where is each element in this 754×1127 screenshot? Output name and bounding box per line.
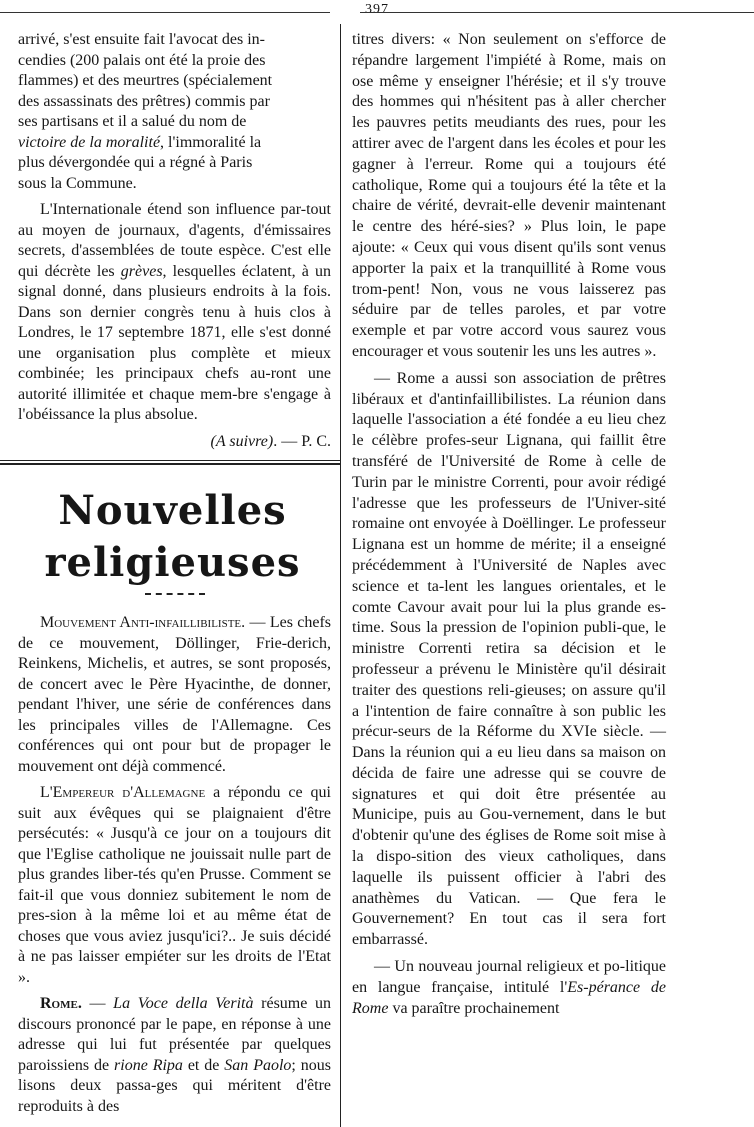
continued-paragraph: arrivé, s'est ensuite fait l'avocat des in- cendies (200 palais ont été la proie des flammes) et des meurtres (spécialement des assassinats des prêtres) commis par ses partisans et il a salué du nom de victoire de la moralité, l'immoralité la plus dévergondée qui a régné à Paris sous la Commune. — [18, 31, 273, 192]
section-heading: Nouvelles religieuses — [44, 487, 301, 586]
empereur-paragraph: L'Empereur d'Allemagne a répondu ce qui suit aux évêques qui se plaignaient d'être persécutés: « Jusqu'à ce jour on a toujours dit que l'Eglise catholique ne jouissait nulle part de plus grandes liber-tés qu'en Prusse. Comment se fait-il que vous donniez subitement le nom de pres-sion à la même loi et au même état de choses que vous aviez jusqu'ici?.. Je suis décidé à ne pas laisser empiéter sur les droits de l'Etat ». — [18, 784, 331, 986]
right-column — [352, 30, 666, 1025]
left-column — [18, 30, 331, 1123]
header-rule-right — [360, 12, 754, 13]
section-rule-thick — [0, 463, 341, 465]
heading-ornament — [145, 593, 205, 595]
continued-quote-paragraph: titres divers: « Non seulement on s'efforce de répandre largement l'impiété à Rome, mais on ose même y enseigner l'hérésie; et il s'y trouve des hommes qui n'hésitent pas à aller chercher les pauvres petits meudiants des rues, pour les attirer avec de l'argent dans les écoles et pour les gagner à l'erreur. Rome qui a toujours été catholique, Rome qui a toujours été la tête et la chaire de vérité, devrait-elle devenir maintenant le centre des héré-sies? » Plus loin, le pape ajoute: « Ceux qui vous disent qu'ils sont venus apporter la paix et la tranquillité à Rome vous trom-pent! Non, vous ne vous laisserez pas séduire par de telles paroles, et par votre exemple et par votre accord vous saurez vous encourager et vous soutenir les uns les autres ». — [352, 31, 666, 360]
journal-paragraph: — Un nouveau journal religieux et po-litique en langue française, intitulé l'Es-pérance de Rome va paraître prochainement — [352, 958, 667, 1017]
header-rule-left — [0, 12, 330, 13]
association-paragraph: — Rome a aussi son association de prêtres libéraux et d'antinfaillibilistes. La réunion dans laquelle l'association a été fondée a eu lieu chez le célèbre profes-seur Lignana, qui faillit être transféré de l'Université de Rome à celle de Turin par le ministre Correnti, pour avoir rédigé l'adresse que les professeurs de l'Univer-sité romaine ont envoyée à Doëllinger. Le professeur Lignana est un homme de mérite; il a enseigné précédemment à l'Université de Naples avec science et ta-lent les langues orientales, et le comte Cavour avait pour lui la plus grande es-time. Sous la pression de l'opinion publi-que, le ministre Correnti retira sa décision et le professeur a prévenu le Ministère qu'il désirait traiter des questions reli-gieuses; on assure qu'il a l'intention de faire connaître à son public les précur-seurs de la Réforme du XVIe siècle. — Dans la réunion qui a eu lieu dans sa maison on décida de faire une adresse qui se couvre de signatures et qui doit être présentée au Municipe, puis au Gou-vernement, dans le but d'obtenir qu'une des églises de Rome soit mise à la dispo-sition des vieux catholiques, dans laquelle ils puissent officier à l'abri des anathèmes du Vatican. — Que fera le Gouvernement? En tout cas il sera fort embarrassé. — [352, 369, 667, 949]
section-rule-thin — [0, 460, 341, 461]
mouvement-paragraph: Mouvement Anti-infaillibiliste. — Les chefs de ce mouvement, Döllinger, Frie-derich, Reinkens, Michelis, et autres, se sont proposés, de concert avec le Père Hyacinthe, de donner, pendant l'hiver, une série de conférences dans les principales villes de l'Allemagne. Ces conférences qui ont pour but de propager le mouvement ont déjà commencé. — [18, 614, 331, 775]
page-number: 397 — [365, 2, 389, 17]
article-signature: (A suivre). — P. C. — [210, 432, 331, 450]
rome-paragraph: Rome. — La Voce della Verità résume un discours prononcé par le pape, en réponse à une adresse qui lui fut présentée par quelques paroissiens de rione Ripa et de San Paolo; nous lisons deux passa-ges qui méritent d'être reproduits à des — [18, 995, 332, 1115]
column-divider — [340, 24, 341, 1127]
internationale-paragraph: L'Internationale étend son influence par-tout au moyen de journaux, d'agents, d'émissaires secrets, d'assemblées de toute espèce. C'est elle qui décrète les grèves, lesquelles éclatent, à un signal donné, dans plusieurs endroits à la fois. Dans son dernier congrès tenu à huis clos à Londres, le 17 septembre 1871, elle s'est donné une organisation plus complète et mieux combinée; les principaux chefs au-ront une autorité illimitée et chaque mem-bre s'engage à l'obéissance la plus absolue. — [18, 201, 331, 423]
